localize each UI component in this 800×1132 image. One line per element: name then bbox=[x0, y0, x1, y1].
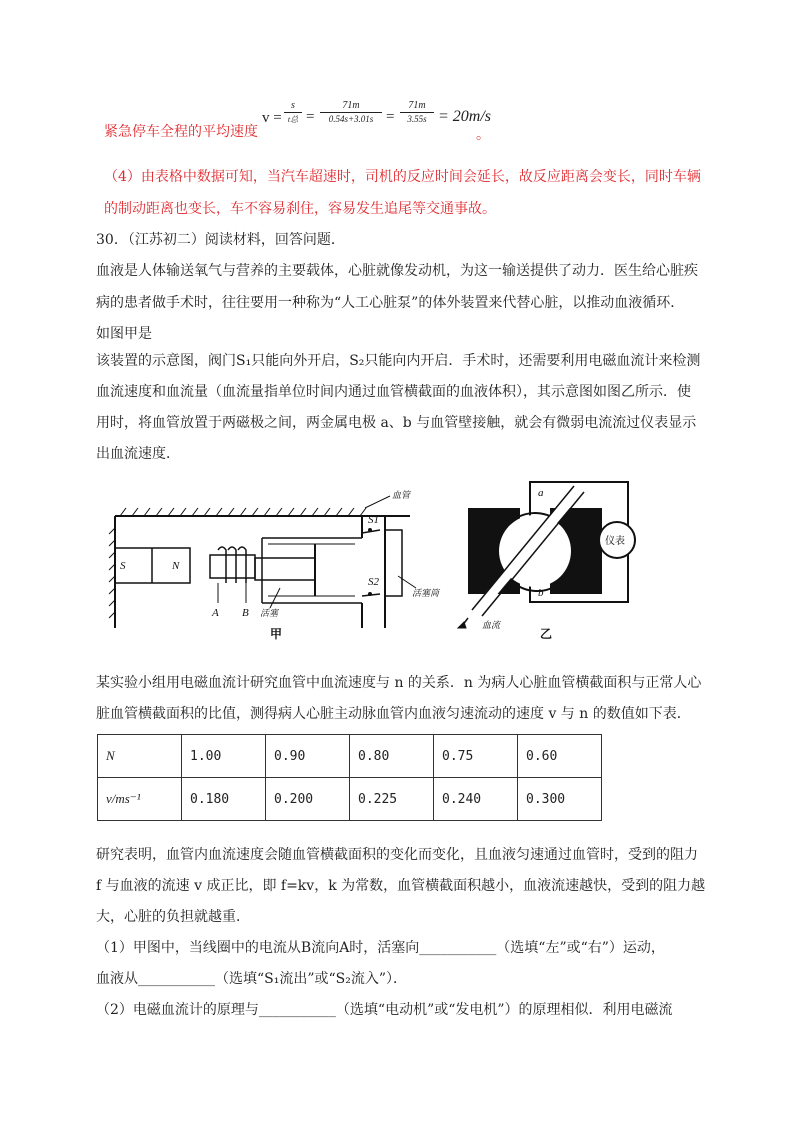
q30-p1-line3: 如图甲是 bbox=[96, 326, 152, 342]
q30-p2-line1: 该装置的示意图，阀门S₁只能向外开启，S₂只能向内开启．手术时，还需要利用电磁血流计来检测 bbox=[96, 353, 701, 369]
q30-p1-line1: 血液是人体输送氧气与营养的主要载体，心脏就像发动机，为这一输送提供了动力．医生给心脏疾 bbox=[96, 263, 698, 279]
label-a: a bbox=[538, 487, 544, 499]
experiment-line2: 脏血管横截面积的比值，测得病人心脏主动脉血管内血液匀速流动的速度 v 与 n 的数值如下表． bbox=[96, 706, 691, 722]
label-xueliu: 血流 bbox=[482, 620, 501, 630]
figure-jia-labels bbox=[120, 490, 441, 641]
caption-jia: 甲 bbox=[270, 627, 283, 641]
table-row-head-n: N bbox=[98, 735, 182, 778]
fraction-3-num: 71m bbox=[408, 100, 426, 111]
table-cell: 0.60 bbox=[518, 735, 602, 778]
formula-lhs: v = bbox=[262, 110, 282, 126]
formula-tail: 。 bbox=[476, 127, 490, 143]
fraction-1 bbox=[284, 100, 302, 125]
velocity-formula: v = s t总 = 71m 0.54s+3.01s = 71m 3.55s = 20m/s bbox=[262, 100, 492, 126]
table-cell: 0.75 bbox=[434, 735, 518, 778]
label-S: S bbox=[120, 560, 126, 572]
question-2-line1: （2）电磁血流计的原理与___________（选填“电动机”或“发电机”）的原理相似．利用电磁流 bbox=[96, 1002, 673, 1018]
figure-heart-pump-and-flowmeter bbox=[100, 478, 640, 648]
table-cell: 0.240 bbox=[434, 778, 518, 821]
table-cell: 0.180 bbox=[182, 778, 266, 821]
label-S1: S1 bbox=[368, 514, 379, 526]
label-huosai: 活塞 bbox=[260, 608, 279, 618]
label-huosaitong: 活塞筒 bbox=[412, 588, 440, 598]
formula-label: 紧急停车全程的平均速度 bbox=[104, 124, 258, 140]
q30-p1-line2: 病的患者做手术时，往往要用一种称为“人工心脏泵”的体外装置来代替心脏，以推动血液循环． bbox=[96, 295, 685, 311]
fraction-3-den: 3.55s bbox=[407, 114, 427, 124]
research-line2: f 与血液的流速 v 成正比，即 f=kv，k 为常数，血管横截面积越小，血液流速越快，受到的阻力越 bbox=[96, 878, 706, 894]
label-meter: 仪表 bbox=[605, 536, 625, 547]
fraction-2-den: 0.54s+3.01s bbox=[328, 114, 374, 124]
label-b: b bbox=[538, 587, 544, 599]
fraction-3 bbox=[400, 100, 434, 124]
label-B: B bbox=[242, 607, 249, 619]
fraction-1-den: t总 bbox=[287, 115, 299, 124]
table-cell: 0.200 bbox=[266, 778, 350, 821]
label-N: N bbox=[172, 560, 180, 572]
question-1-line1: （1）甲图中，当线圈中的电流从B流向A时，活塞向___________（选填“左”或“右”）运动， bbox=[96, 940, 665, 956]
answer-4-line2: 的制动距离也变长，车不容易刹住，容易发生追尾等交通事故。 bbox=[104, 201, 496, 217]
table-row bbox=[98, 735, 602, 778]
q30-heading: 30．（江苏初二）阅读材料，回答问题． bbox=[96, 232, 345, 248]
q30-p2-line2: 血流速度和血流量（血流量指单位时间内通过血管横截面的血液体积），其示意图如图乙所示．使 bbox=[96, 384, 691, 400]
table-cell: 1.00 bbox=[182, 735, 266, 778]
research-line1: 研究表明，血管内血流速度会随血管横截面积的变化而变化，且血液匀速通过血管时，受到的阻力 bbox=[96, 847, 698, 863]
label-A: A bbox=[212, 607, 219, 619]
n-v-data-table bbox=[97, 734, 602, 821]
figure-yi bbox=[458, 482, 635, 628]
fraction-1-num: s bbox=[291, 100, 295, 111]
table-row-head-v: v/ms⁻¹ bbox=[98, 778, 182, 821]
table-cell: 0.300 bbox=[518, 778, 602, 821]
table-cell: 0.80 bbox=[350, 735, 434, 778]
formula-result: = 20m/s bbox=[438, 108, 492, 125]
table-row bbox=[98, 778, 602, 821]
q30-p2-line4: 出血流速度． bbox=[96, 446, 180, 462]
table-cell: 0.225 bbox=[350, 778, 434, 821]
research-line3: 大，心脏的负担就越重． bbox=[96, 909, 250, 925]
fraction-2-num: 71m bbox=[342, 100, 360, 111]
q30-p2-line3: 用时，将血管放置于两磁极之间，两金属电极 a、b 与血管壁接触，就会有微弱电流流过仪表显示 bbox=[96, 415, 697, 431]
label-S2: S2 bbox=[368, 576, 379, 588]
label-xueguan: 血管 bbox=[392, 490, 411, 500]
answer-4-line1: （4）由表格中数据可知，当汽车超速时，司机的反应时间会延长，故反应距离会变长，同时车辆 bbox=[104, 169, 701, 185]
caption-yi: 乙 bbox=[540, 627, 553, 641]
fraction-2 bbox=[320, 100, 382, 124]
table-cell: 0.90 bbox=[266, 735, 350, 778]
question-1-line2: 血液从___________（选填“S₁流出”或“S₂流入”）． bbox=[96, 971, 408, 987]
experiment-line1: 某实验小组用电磁血流计研究血管中血流速度与 n 的关系．n 为病人心脏血管横截面积与正常人心 bbox=[96, 675, 702, 691]
